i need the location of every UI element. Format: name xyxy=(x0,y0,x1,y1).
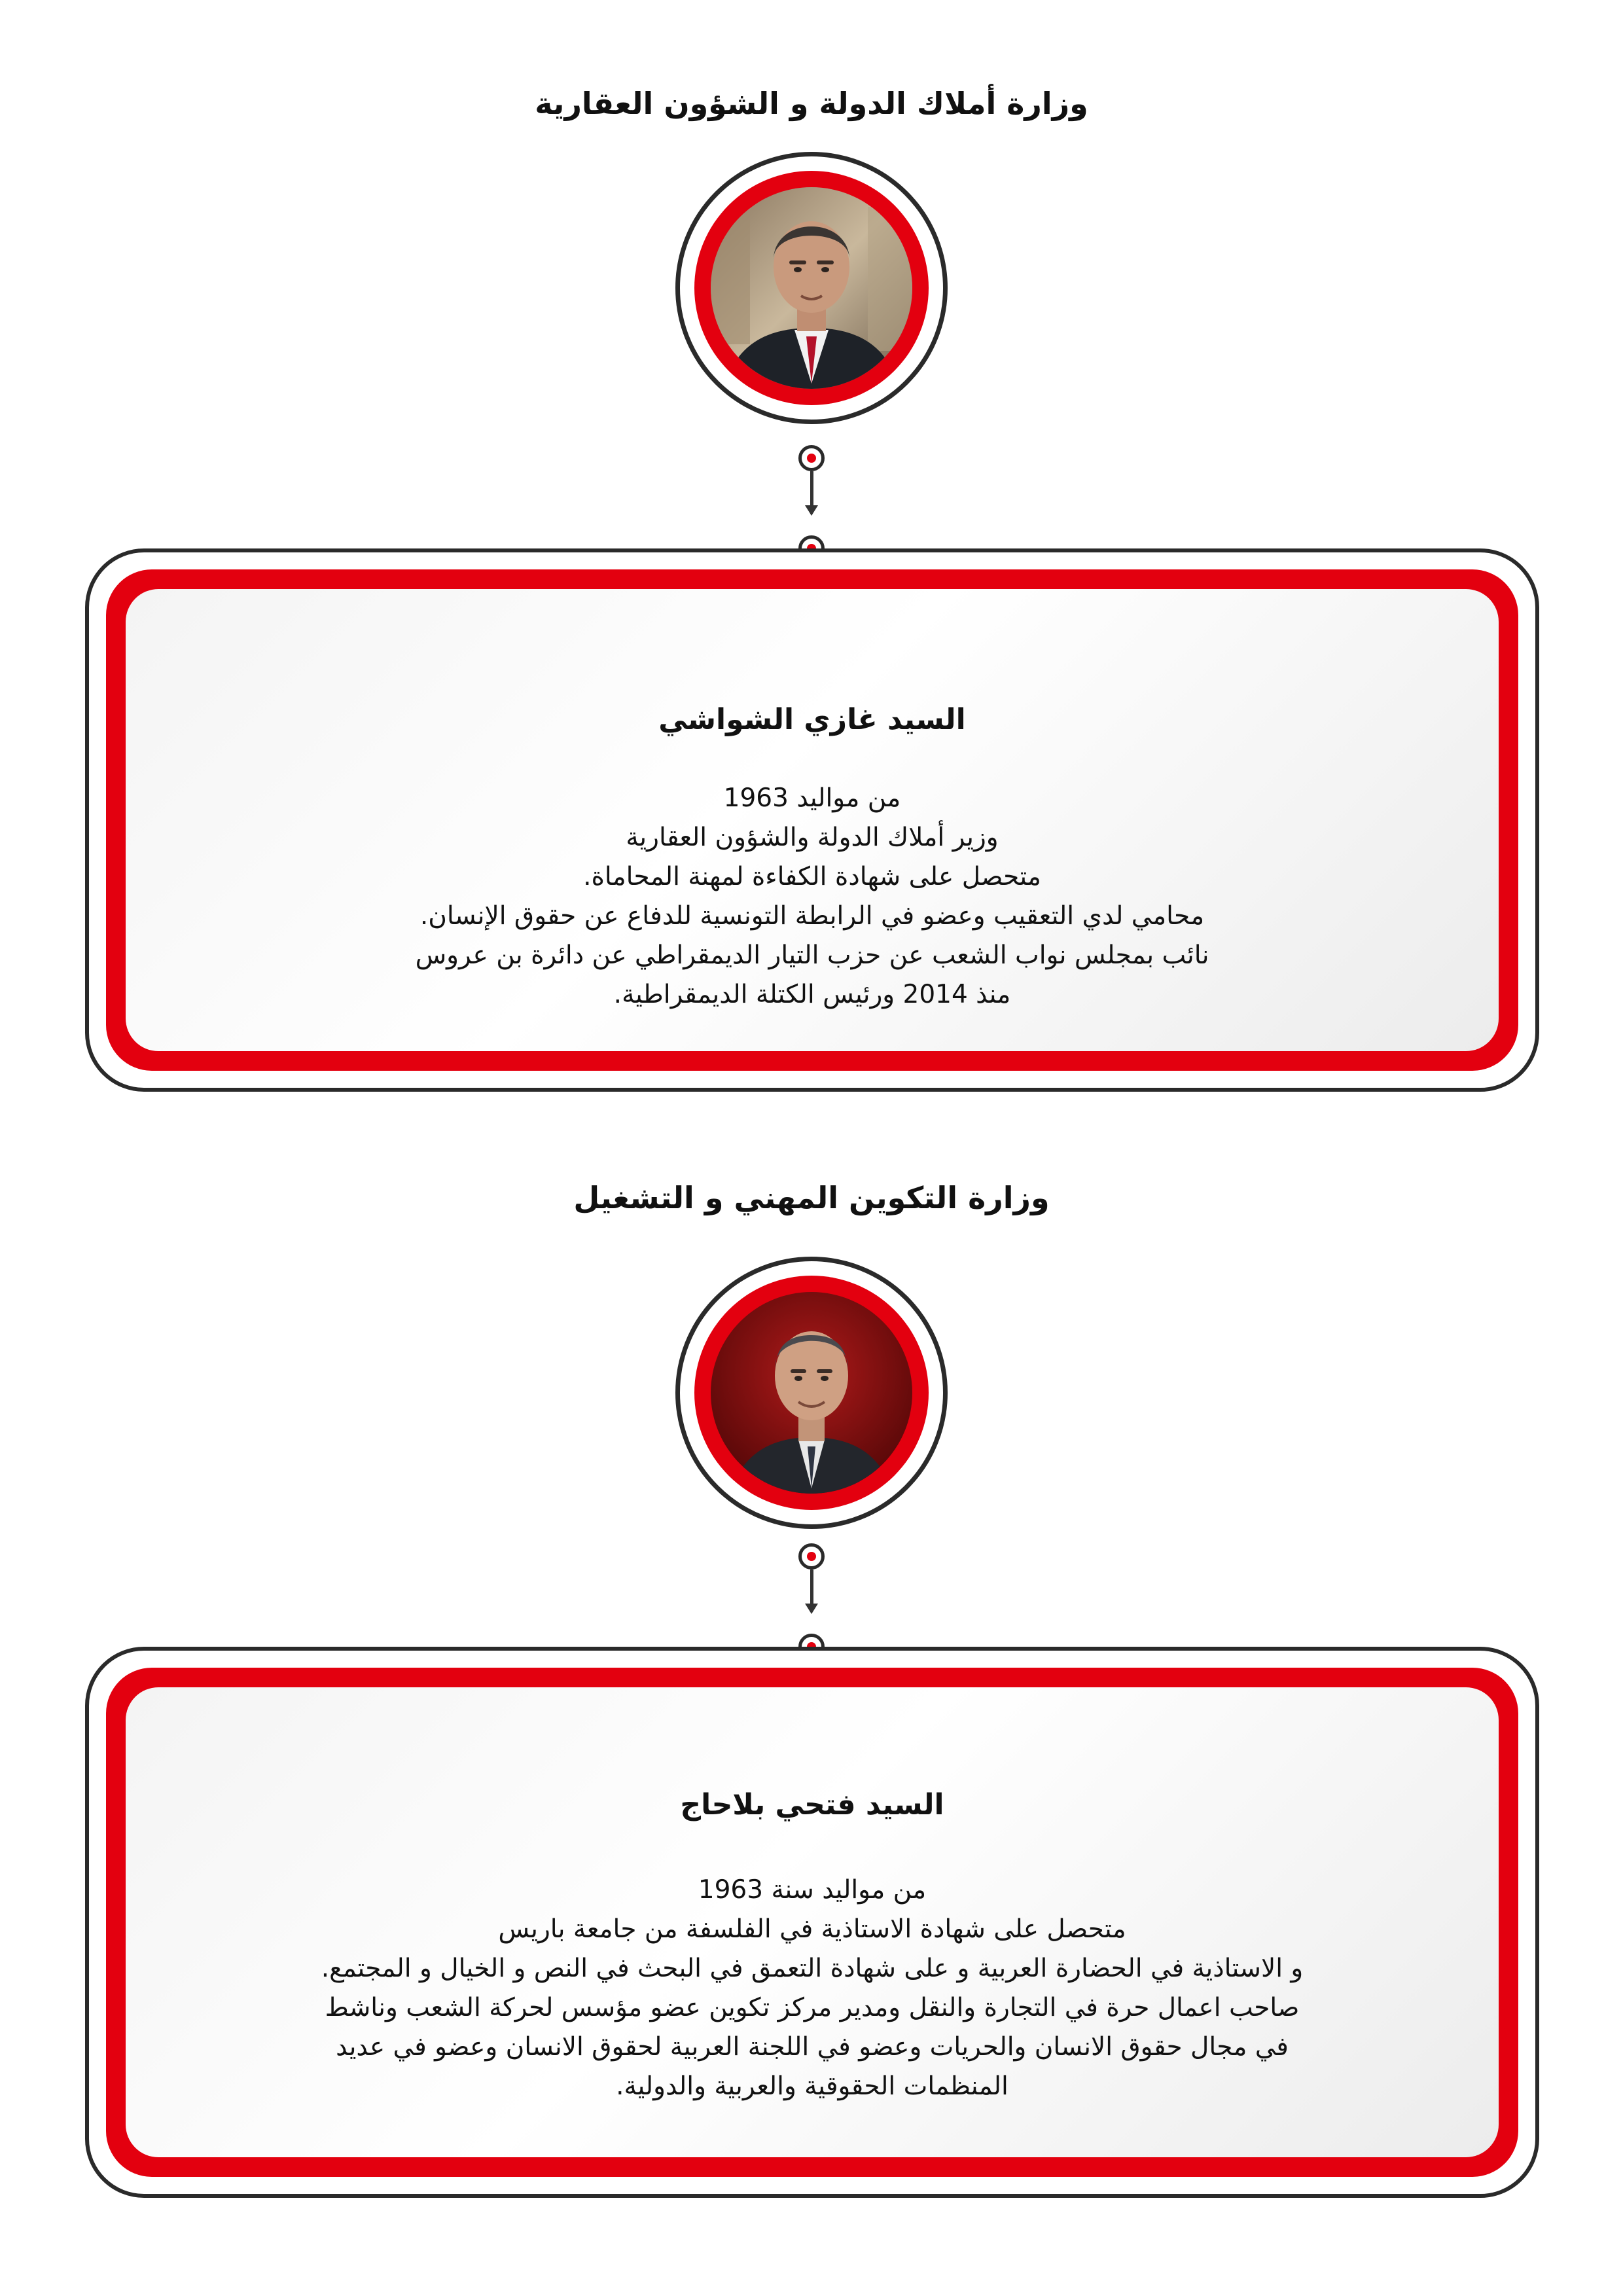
bio-line: المنظمات الحقوقية والعربية والدولية. xyxy=(616,2072,1008,2101)
bio-line: وزير أملاك الدولة والشؤون العقارية xyxy=(626,823,999,852)
bio-card xyxy=(85,548,1539,1092)
bio-line: منذ 2014 ورئيس الكتلة الديمقراطية. xyxy=(613,980,1011,1009)
connector-dot-top xyxy=(798,445,825,471)
bio-line: من مواليد 1963 xyxy=(723,783,901,813)
bio-line: من مواليد سنة 1963 xyxy=(698,1875,927,1905)
bio-text xyxy=(126,1871,1499,2106)
bio-line: محامي لدي التعقيب وعضو في الرابطة التونسية للدفاع عن حقوق الإنسان. xyxy=(419,901,1205,931)
bio-line: متحصل على شهادة الكفاءة لمهنة المحاماة. xyxy=(583,862,1041,891)
bio-text xyxy=(126,779,1499,1014)
portrait-image xyxy=(711,1292,912,1494)
portrait-image xyxy=(711,187,912,389)
person-name: السيد غازي الشواشي xyxy=(658,703,966,736)
bio-line: و الاستاذية في الحضارة العربية و على شهادة التعمق في البحث في النص و الخيال و المجتمع. xyxy=(321,1954,1304,1983)
portrait-photo xyxy=(711,187,912,389)
bio-line: متحصل على شهادة الاستاذية في الفلسفة من جامعة باريس xyxy=(498,1914,1126,1944)
avatar xyxy=(675,152,948,424)
ministry-title: وزارة التكوين المهني و التشغيل xyxy=(573,1180,1050,1215)
bio-line: في مجال حقوق الانسان والحريات وعضو في اللجنة العربية لحقوق الانسان وعضو في عديد xyxy=(336,2032,1289,2062)
connector-arrow-icon xyxy=(805,1604,818,1614)
bio-card-body xyxy=(126,589,1499,1051)
bio-line: صاحب اعمال حرة في التجارة والنقل ومدير مركز تكوين عضو مؤسس لحركة الشعب وناشط xyxy=(325,1993,1300,2022)
bio-card xyxy=(85,1647,1539,2198)
bio-line: نائب بمجلس نواب الشعب عن حزب التيار الديمقراطي عن دائرة بن عروس xyxy=(415,941,1209,970)
connector-arrow-icon xyxy=(805,505,818,516)
ministry-title: وزارة أملاك الدولة و الشؤون العقارية xyxy=(535,86,1088,121)
person-name: السيد فتحي بلاحاج xyxy=(680,1788,944,1821)
portrait-photo xyxy=(711,1292,912,1494)
avatar xyxy=(675,1257,948,1529)
bio-card-body xyxy=(126,1687,1499,2157)
connector-dot-top xyxy=(798,1543,825,1570)
